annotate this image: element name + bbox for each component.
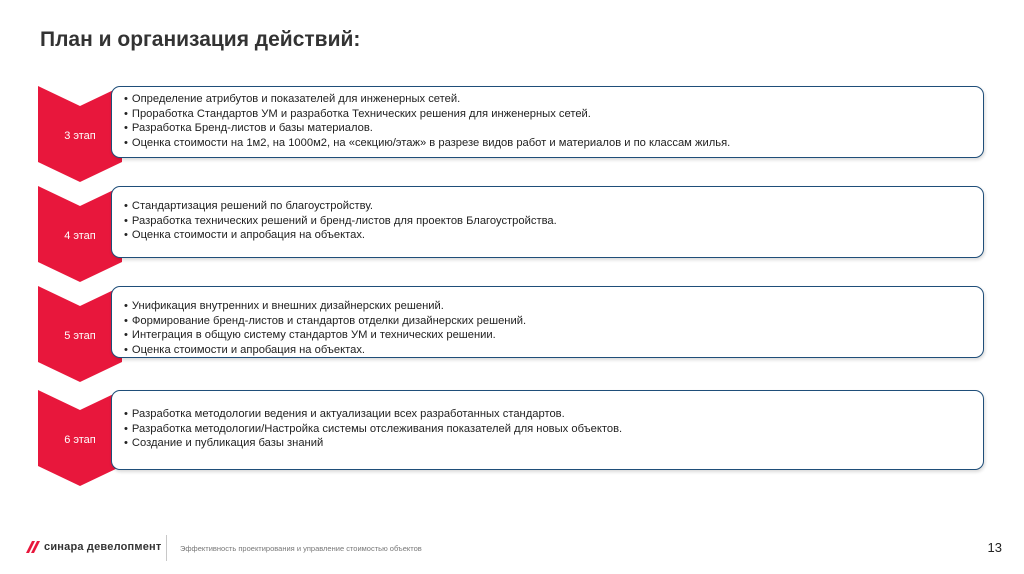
footer-divider [166, 535, 167, 561]
stage-3 [38, 86, 988, 182]
list-item: • Разработка Бренд-листов и базы материалов. [124, 121, 973, 136]
logo-text: синара девелопмент [44, 541, 162, 553]
list-item: • Стандартизация решений по благоустройству. [124, 199, 973, 214]
stage-5 [38, 286, 988, 382]
stage-description-box [111, 286, 984, 358]
list-item: • Интеграция в общую систему стандартов УМ и технических решении. [124, 328, 973, 343]
page-number: 13 [987, 540, 1002, 555]
stage-4 [38, 186, 988, 282]
stage-description-box [111, 390, 984, 470]
stage-label: 5 этап [64, 330, 96, 342]
list-item: • Разработка технических решений и бренд-листов для проектов Благоустройства. [124, 214, 973, 229]
list-item: • Оценка стоимости и апробация на объектах. [124, 228, 973, 243]
page-title: План и организация действий: [40, 28, 361, 51]
list-item: • Формирование бренд-листов и стандартов отделки дизайнерских решений. [124, 314, 973, 329]
list-item: • Разработка методологии/Настройка системы отслеживания показателей для новых объектов. [124, 422, 973, 437]
footer [0, 533, 1024, 563]
stage-label: 3 этап [64, 130, 96, 142]
stage-description-box [111, 86, 984, 158]
sinara-logo-icon [26, 541, 40, 553]
list-item: • Создание и публикация базы знаний [124, 436, 973, 451]
list-item: • Определение атрибутов и показателей для инженерных сетей. [124, 92, 973, 107]
stage-6 [38, 390, 988, 486]
list-item: • Оценка стоимости и апробация на объектах. [124, 343, 973, 358]
list-item: • Разработка методологии ведения и актуализации всех разработанных стандартов. [124, 407, 973, 422]
stage-label: 4 этап [64, 230, 96, 242]
stage-description-box [111, 186, 984, 258]
list-item: • Проработка Стандартов УМ и разработка Технических решения для инженерных сетей. [124, 107, 973, 122]
company-logo [26, 541, 161, 553]
footer-caption: Эффективность проектирования и управление стоимостью объектов [180, 544, 422, 553]
stage-label: 6 этап [64, 434, 96, 446]
list-item: • Оценка стоимости на 1м2, на 1000м2, на «секцию/этаж» в разрезе видов работ и материалов и по классам жилья. [124, 136, 973, 151]
list-item: • Унификация внутренних и внешних дизайнерских решений. [124, 299, 973, 314]
